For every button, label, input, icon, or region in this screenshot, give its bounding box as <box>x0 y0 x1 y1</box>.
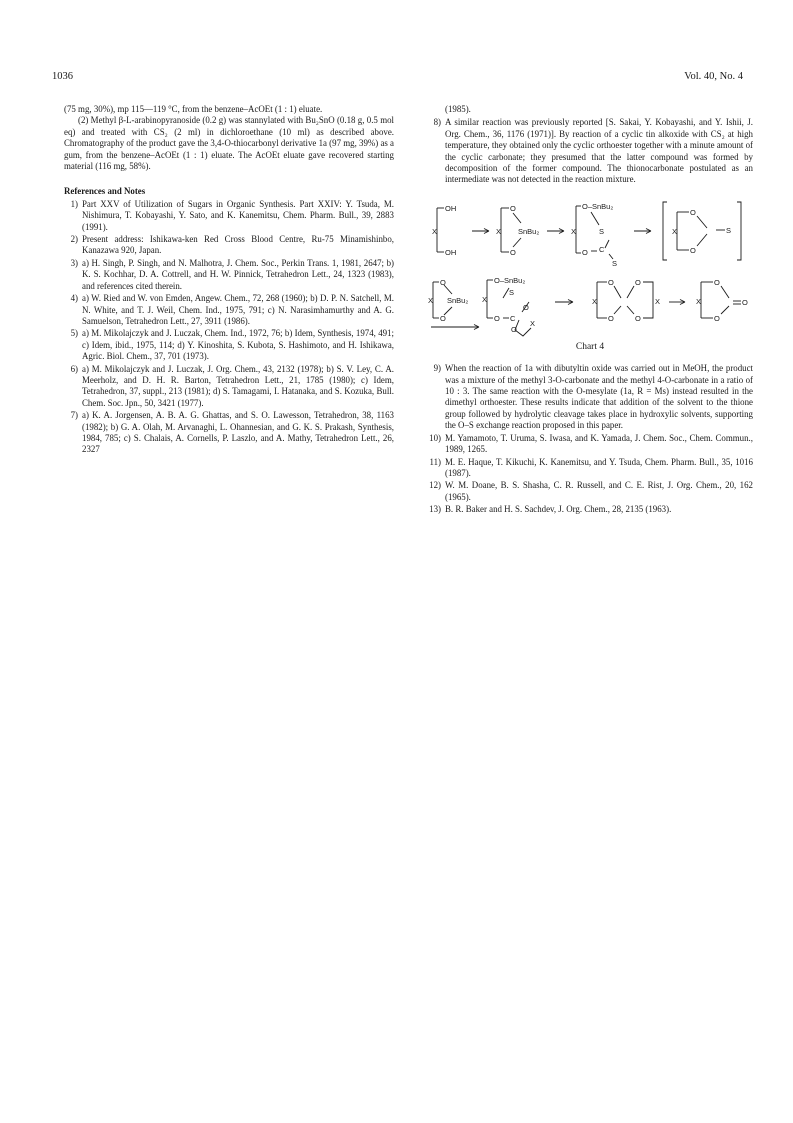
x-label: X <box>432 226 438 236</box>
oxygen-label: O <box>510 247 516 257</box>
oxygen-label: O <box>523 302 529 312</box>
oxygen-label: O <box>690 245 696 255</box>
oxygen-label: O <box>714 277 720 287</box>
oxygen-label: O <box>511 324 517 334</box>
reference-text: a) H. Singh, P. Singh, and N. Malhotra, J. Chem. Soc., Perkin Trans. 1, 1981, 2647; b) K. S. Kochhar, D. A. Cottrell, and H. W. Pinnick, Tetrahedron Lett., 24, 1323 (1983), and references cited therein. <box>82 257 394 291</box>
oxygen-label: O <box>635 277 641 287</box>
reference-item <box>427 457 753 480</box>
reference-text: M. Yamamoto, T. Uruma, S. Iwasa, and K. Yamada, J. Chem. Soc., Chem. Commun., 1989, 1265. <box>445 432 753 455</box>
x-label: X <box>672 226 678 236</box>
reference-item <box>64 234 394 257</box>
oxygen-label: O <box>608 277 614 287</box>
x-label: X <box>482 294 488 304</box>
reference-number: 9) <box>433 363 441 374</box>
reference-item <box>64 258 394 292</box>
sulfur-label: S <box>726 225 732 235</box>
reference-number: 4) <box>70 293 78 304</box>
reference-text: Part XXV of Utilization of Sugars in Organic Synthesis. Part XXIV: Y. Tsuda, M. Nishimura, T. Kobayashi, Y. Sato, and K. Kanemitsu, Chem. Pharm. Bull., 39, 2883 (1991). <box>82 198 394 232</box>
reference-item <box>427 363 753 431</box>
reference-number: 2) <box>70 234 78 245</box>
reference-item <box>64 199 394 233</box>
sulfur-label: S <box>612 258 618 268</box>
page-header <box>52 71 743 87</box>
reaction-scheme <box>427 190 753 340</box>
references-heading: References and Notes <box>64 186 146 197</box>
reference-number: 12) <box>429 480 441 491</box>
reference-item <box>64 364 394 410</box>
reference-number: 1) <box>70 198 78 209</box>
x-label: X <box>571 226 577 236</box>
reference-item <box>427 504 753 515</box>
reference-text: (1985). <box>445 104 471 114</box>
reference-continuation <box>427 104 753 115</box>
sulfur-label: S <box>509 287 515 297</box>
x-label: X <box>696 296 702 306</box>
reference-text: a) M. Mikolajczyk and J. Luczak, Chem. Ind., 1972, 76; b) Idem, Synthesis, 1974, 491; c) Idem, ibid., 1975, 114; d) Y. Kinoshita, S. Kubota, S. Hashimoto, and H. Ishikawa, Agric. Biol. Chem., 37, 701 (1973). <box>82 328 394 362</box>
reference-number: 10) <box>429 432 441 443</box>
hydroxyl-label: OH <box>445 247 457 257</box>
reference-text: a) W. Ried and W. von Emden, Angew. Chem., 72, 268 (1960); b) D. P. N. Satchell, M. N. White, and T. J. Weil, Chem. Ind., 1975, 791; c) N. Narasimhamurthy and A. G. Samuelson, Tetrahedron Lett., 27, 3911 (1986). <box>82 293 394 326</box>
reference-item <box>427 117 753 185</box>
carbon-label: C <box>510 313 516 323</box>
sulfur-label: S <box>599 226 605 236</box>
reaction-scheme-drawing <box>427 190 753 340</box>
tin-label: O–SnBu₂ <box>494 275 526 285</box>
oxygen-label: O <box>742 297 748 307</box>
reference-text: a) K. A. Jorgensen, A. B. A. G. Ghattas, and S. O. Lawesson, Tetrahedron, 38, 1163 (1982); b) G. A. Olah, M. Arvanaghi, L. Ohannesian, and G. K. S. Prakash, Synthesis, 1984, 785; c) S. Chalais, A. Cornells, P. Laszlo, and A. Mathy, Tetrahedron Lett., 26, 2327 <box>82 410 394 455</box>
tin-label: SnBu₂ <box>518 226 540 236</box>
reference-item <box>64 410 394 456</box>
reference-text: W. M. Doane, B. S. Shasha, C. R. Russell, and C. E. Rist, J. Org. Chem., 20, 162 (1965). <box>445 480 753 502</box>
left-column <box>64 104 394 457</box>
reference-item <box>64 293 394 327</box>
oxygen-label: O <box>608 313 614 323</box>
oxygen-label: O <box>714 313 720 323</box>
reference-item <box>427 480 753 503</box>
oxygen-label: O <box>510 203 516 213</box>
reference-number: 3) <box>70 257 78 268</box>
tin-label: O–SnBu₂ <box>582 201 614 211</box>
x-label: X <box>496 226 502 236</box>
oxygen-label: O <box>440 313 446 323</box>
oxygen-label: O <box>440 277 446 287</box>
reference-number: 11) <box>429 456 441 467</box>
chart-caption: Chart 4 <box>575 341 605 352</box>
reference-number: 5) <box>70 328 78 339</box>
right-column <box>427 104 753 517</box>
oxygen-label: O <box>690 207 696 217</box>
oxygen-label: O <box>494 313 500 323</box>
reference-text: A similar reaction was previously reported [S. Sakai, Y. Kobayashi, and Y. Ishii, J. Org. Chem., 36, 1176 (1971)]. By reaction of a cyclic tin alkoxide with CS₂ at high temperature, they obtained only the cyclic orthoester together with a minute amount of the cyclic carbonate; they presumed that the latter compound was formed by decomposition of the former compound. The thionocarbonate postulated as an intermediate was not detected in the reaction mixture. <box>445 117 753 185</box>
reference-text: When the reaction of 1a with dibutyltin oxide was carried out in MeOH, the product was a mixture of the methyl 3-O-carbonate and the methyl 4-O-carbonate in a ratio of 10 : 3. The same reaction with the O-mesylate (1a, R = Ms) instead resulted in the dimethyl orthoester. These results indicate that addition of the solvent to the thione group followed by hydrolytic cleavage takes place in hydroxylic solvents, supporting the O–S exchange reaction proposed in this paper. <box>445 363 753 431</box>
reference-number: 13) <box>429 504 441 515</box>
hydroxyl-label: OH <box>445 203 457 213</box>
reference-text: M. E. Haque, T. Kikuchi, K. Kanemitsu, and Y. Tsuda, Chem. Pharm. Bull., 35, 1016 (1987). <box>445 456 753 478</box>
reference-item <box>64 328 394 362</box>
tin-label: SnBu₂ <box>447 295 469 305</box>
reference-number: 7) <box>70 410 78 421</box>
x-label: X <box>428 295 434 305</box>
experimental-paragraph: (75 mg, 30%), mp 115—119 °C, from the benzene–AcOEt (1 : 1) eluate. <box>64 104 323 114</box>
x-label: X <box>655 296 661 306</box>
reference-number: 8) <box>433 117 441 128</box>
reference-text: a) M. Mikolajczyk and J. Luczak, J. Org. Chem., 43, 2132 (1978); b) S. V. Ley, C. A. Meerholz, and D. H. R. Barton, Tetrahedron Lett., 21, 1785 (1980); c) Idem, Tetrahedron, 37, suppl., 213 (1981); d) S. Tamagami, I. Hatanaka, and S. Kozuka, Bull. Chem. Soc. Jpn., 50, 3421 (1977). <box>82 363 394 408</box>
carbon-label: C <box>599 244 605 254</box>
volume-issue: Vol. 40, No. 4 <box>684 71 743 82</box>
page-number: 1036 <box>52 71 73 82</box>
experimental-paragraph: (2) Methyl β-L-arabinopyranoside (0.2 g) was stannylated with Bu₂SnO (0.18 g, 0.5 mol eq) and treated with CS₂ (2 ml) in dichloroethane (10 ml) as described above. Chromatography of the product gave the 3,4-O-thiocarbonyl derivative 1a (97 mg, 39%) as a gum, from the benzene–AcOEt (1 : 1) eluate. The AcOEt eluate gave recovered starting material (116 mg, 58%). <box>64 115 395 172</box>
reference-text: Present address: Ishikawa-ken Red Cross Blood Centre, Ru-75 Minamishinbo, Kanazawa 920, Japan. <box>82 234 394 256</box>
reference-item <box>427 433 753 456</box>
reference-text: B. R. Baker and H. S. Sachdev, J. Org. Chem., 28, 2135 (1963). <box>445 504 672 515</box>
x-label: X <box>592 296 598 306</box>
oxygen-label: O <box>582 247 588 257</box>
x-label: X <box>530 318 536 328</box>
reference-number: 6) <box>70 363 78 374</box>
oxygen-label: O <box>635 313 641 323</box>
